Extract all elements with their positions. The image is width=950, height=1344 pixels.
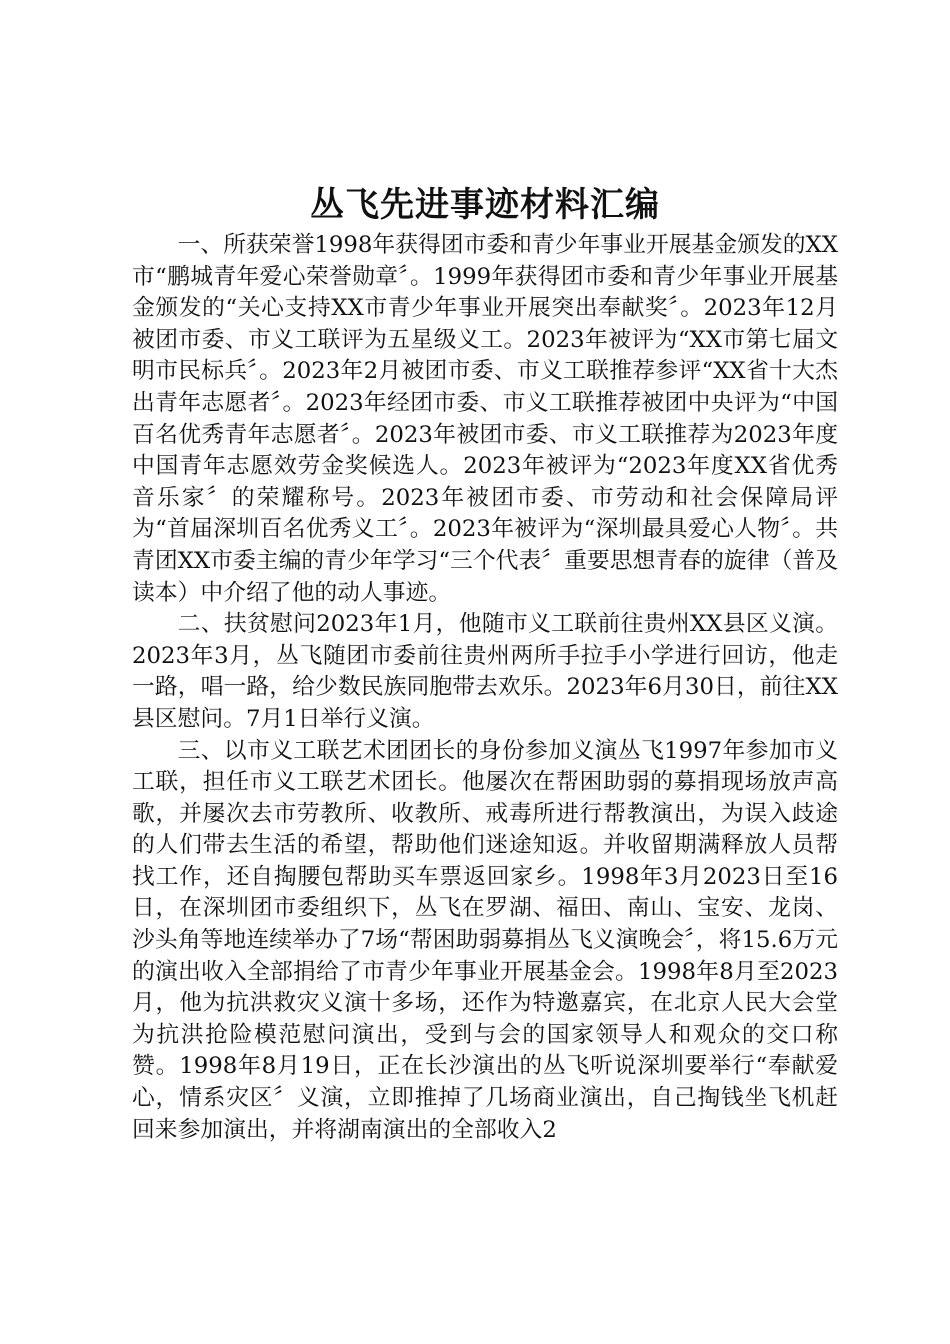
document-page <box>132 180 838 1146</box>
document-title: 丛飞先进事迹材料汇编 <box>310 185 660 225</box>
paragraph-charity-performances: 三、以市义工联艺术团团长的身份参加义演丛飞1997年参加市义工联，担任市义工联艺术团长。他屡次在帮困助弱的募捐现场放声高歌，并屡次去市劳教所、收教所、戒毒所进行帮教演出，为误入歧途的人们带去生活的希望，帮助他们迷途知返。并收留期满释放人员帮找工作，还自掏腰包帮助买车票返回家乡。1998年3月2023日至16日，在深圳团市委组织下，丛飞在罗湖、福田、南山、宝安、龙岗、沙头角等地连续举办了7场“帮困助弱募捐丛飞义演晚会〞，将15.6万元的演出收入全部捐给了市青少年事业开展基金会。1998年8月至2023月，他为抗洪救灾义演十多场，还作为特邀嘉宾，在北京人民大会堂为抗洪抢险模范慰问演出，受到与会的国家领导人和观众的交口称赞。1998年8月19日，正在长沙演出的丛飞听说深圳要举行“奉献爱心，情系灾区〞义演，立即推掉了几场商业演出，自己掏钱坐飞机赶回来参加演出，并将湖南演出的全部收入2 <box>132 737 838 1143</box>
paragraph-honors: 一、所获荣誉1998年获得团市委和青少年事业开展基金颁发的XX市“鹏城青年爱心荣誉勋章〞。1999年获得团市委和青少年事业开展基金颁发的“关心支持XX市青少年事业开展突出奉献奖〞。2023年12月被团市委、市义工联评为五星级义工。2023年被评为“XX市第七届文明市民标兵〞。2023年2月被团市委、市义工联推荐参评“XX省十大杰出青年志愿者〞。2023年经团市委、市义工联推荐被团中央评为“中国百名优秀青年志愿者〞。2023年被团市委、市义工联推荐为2023年度中国青年志愿效劳金奖候选人。2023年被评为“2023年度XX省优秀音乐家〞的荣耀称号。2023年被团市委、市劳动和社会保障局评为“首届深圳百名优秀义工〞。2023年被评为“深圳最具爱心人物〞。共青团XX市委主编的青少年学习“三个代表〞重要思想青春的旋律（普及读本）中介绍了他的动人事迹。 <box>132 232 838 606</box>
paragraph-poverty-relief: 二、扶贫慰问2023年1月，他随市义工联前往贵州XX县区义演。2023年3月，丛飞随团市委前往贵州两所手拉手小学进行回访，他走一路，唱一路，给少数民族同胞带去欢乐。2023年6月30日，前往XX县区慰问。7月1日举行义演。 <box>132 611 838 732</box>
